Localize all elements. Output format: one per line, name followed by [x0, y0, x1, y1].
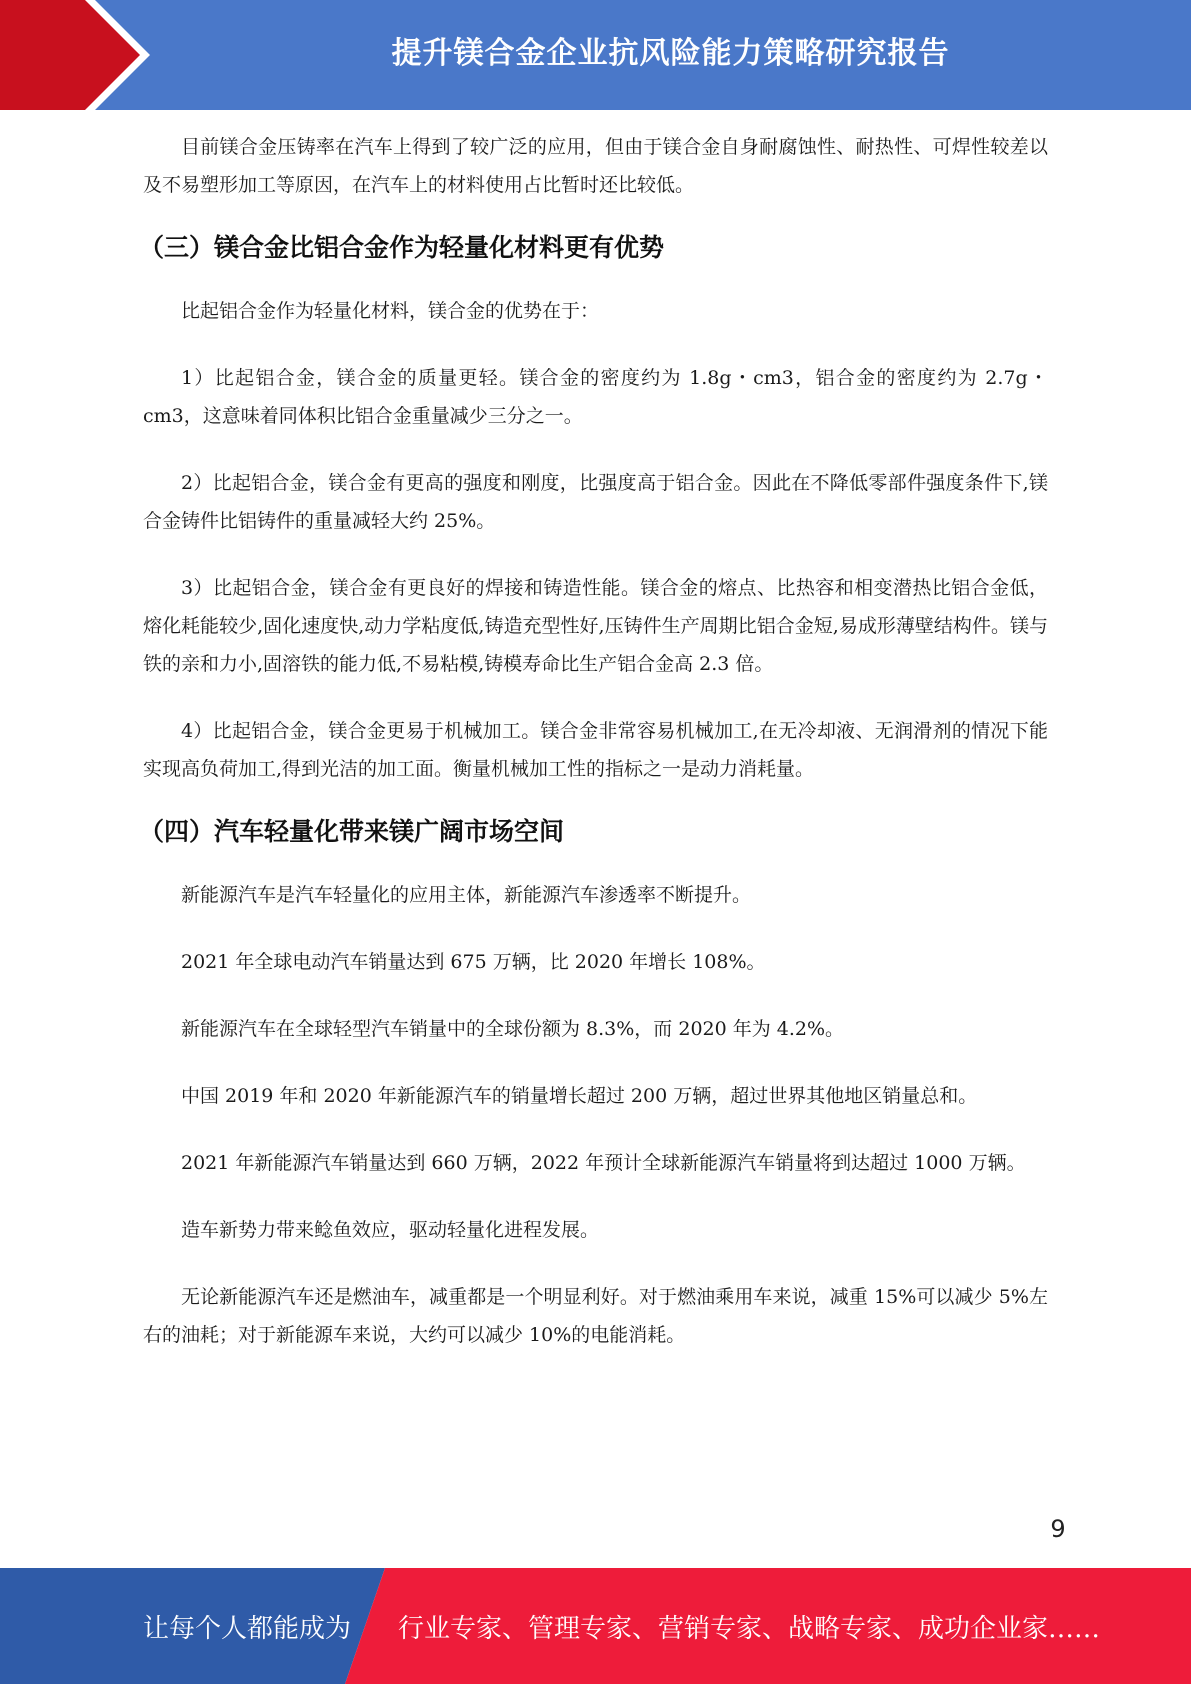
- section-4-paragraph: 造车新势力带来鲶鱼效应，驱动轻量化进程发展。: [181, 1219, 600, 1241]
- page-header: [0, 0, 1191, 110]
- page-number: 9: [1050, 1515, 1066, 1543]
- page-footer: [0, 1568, 1191, 1684]
- section-4-paragraph: 中国 2019 年和 2020 年新能源汽车的销量增长超过 200 万辆，超过世界其他地区销量总和。: [181, 1085, 978, 1107]
- section-3-paragraph: 2）比起铝合金，镁合金有更高的强度和刚度，比强度高于铝合金。因此在不降低零部件强度条件下,镁合金铸件比铝铸件的重量减轻大约 25%。: [143, 472, 1048, 532]
- section-4-paragraph: 2021 年全球电动汽车销量达到 675 万辆，比 2020 年增长 108%。: [181, 951, 766, 973]
- intro-paragraph: 目前镁合金压铸率在汽车上得到了较广泛的应用，但由于镁合金自身耐腐蚀性、耐热性、可焊性较差以及不易塑形加工等原因，在汽车上的材料使用占比暂时还比较低。: [143, 136, 1048, 196]
- section-4-paragraph: 2021 年新能源汽车销量达到 660 万辆，2022 年预计全球新能源汽车销量将到达超过 1000 万辆。: [181, 1152, 1026, 1174]
- section-4-paragraph: 新能源汽车是汽车轻量化的应用主体，新能源汽车渗透率不断提升。: [181, 884, 752, 906]
- section-3-paragraph: 比起铝合金作为轻量化材料，镁合金的优势在于：: [181, 300, 600, 322]
- footer-slogan-left: 让每个人都能成为: [143, 1613, 352, 1644]
- section-4-paragraph: 新能源汽车在全球轻型汽车销量中的全球份额为 8.3%，而 2020 年为 4.2%。: [181, 1018, 845, 1040]
- section-3-paragraph: 4）比起铝合金，镁合金更易于机械加工。镁合金非常容易机械加工,在无冷却液、无润滑剂的情况下能实现高负荷加工,得到光洁的加工面。衡量机械加工性的指标之一是动力消耗量。: [143, 720, 1048, 780]
- section-3-paragraph: 3）比起铝合金，镁合金有更良好的焊接和铸造性能。镁合金的熔点、比热容和相变潜热比铝合金低，熔化耗能较少,固化速度快,动力学粘度低,铸造充型性好,压铸件生产周期比铝合金短,易成形薄壁结构件。镁与铁的亲和力小,固溶铁的能力低,不易粘模,铸模寿命比生产铝合金高 2.3 倍。: [143, 577, 1048, 675]
- footer-slogan-right: 行业专家、管理专家、营销专家、战略专家、成功企业家……: [398, 1613, 1101, 1644]
- section-4-paragraph: 无论新能源汽车还是燃油车，减重都是一个明显利好。对于燃油乘用车来说，减重 15%可以减少 5%左右的油耗；对于新能源车来说，大约可以减少 10%的电能消耗。: [143, 1286, 1048, 1346]
- section-3-paragraph: 1）比起铝合金，镁合金的质量更轻。镁合金的密度约为 1.8g・cm3，铝合金的密度约为 2.7g・cm3，这意味着同体积比铝合金重量减少三分之一。: [143, 367, 1048, 427]
- page-title: 提升镁合金企业抗风险能力策略研究报告: [391, 36, 950, 71]
- section-4-heading: （四）汽车轻量化带来镁广阔市场空间: [139, 817, 565, 846]
- section-3-heading: （三）镁合金比铝合金作为轻量化材料更有优势: [139, 233, 665, 262]
- header-arrow-icon: [0, 0, 140, 110]
- document-body: [139, 128, 1048, 1354]
